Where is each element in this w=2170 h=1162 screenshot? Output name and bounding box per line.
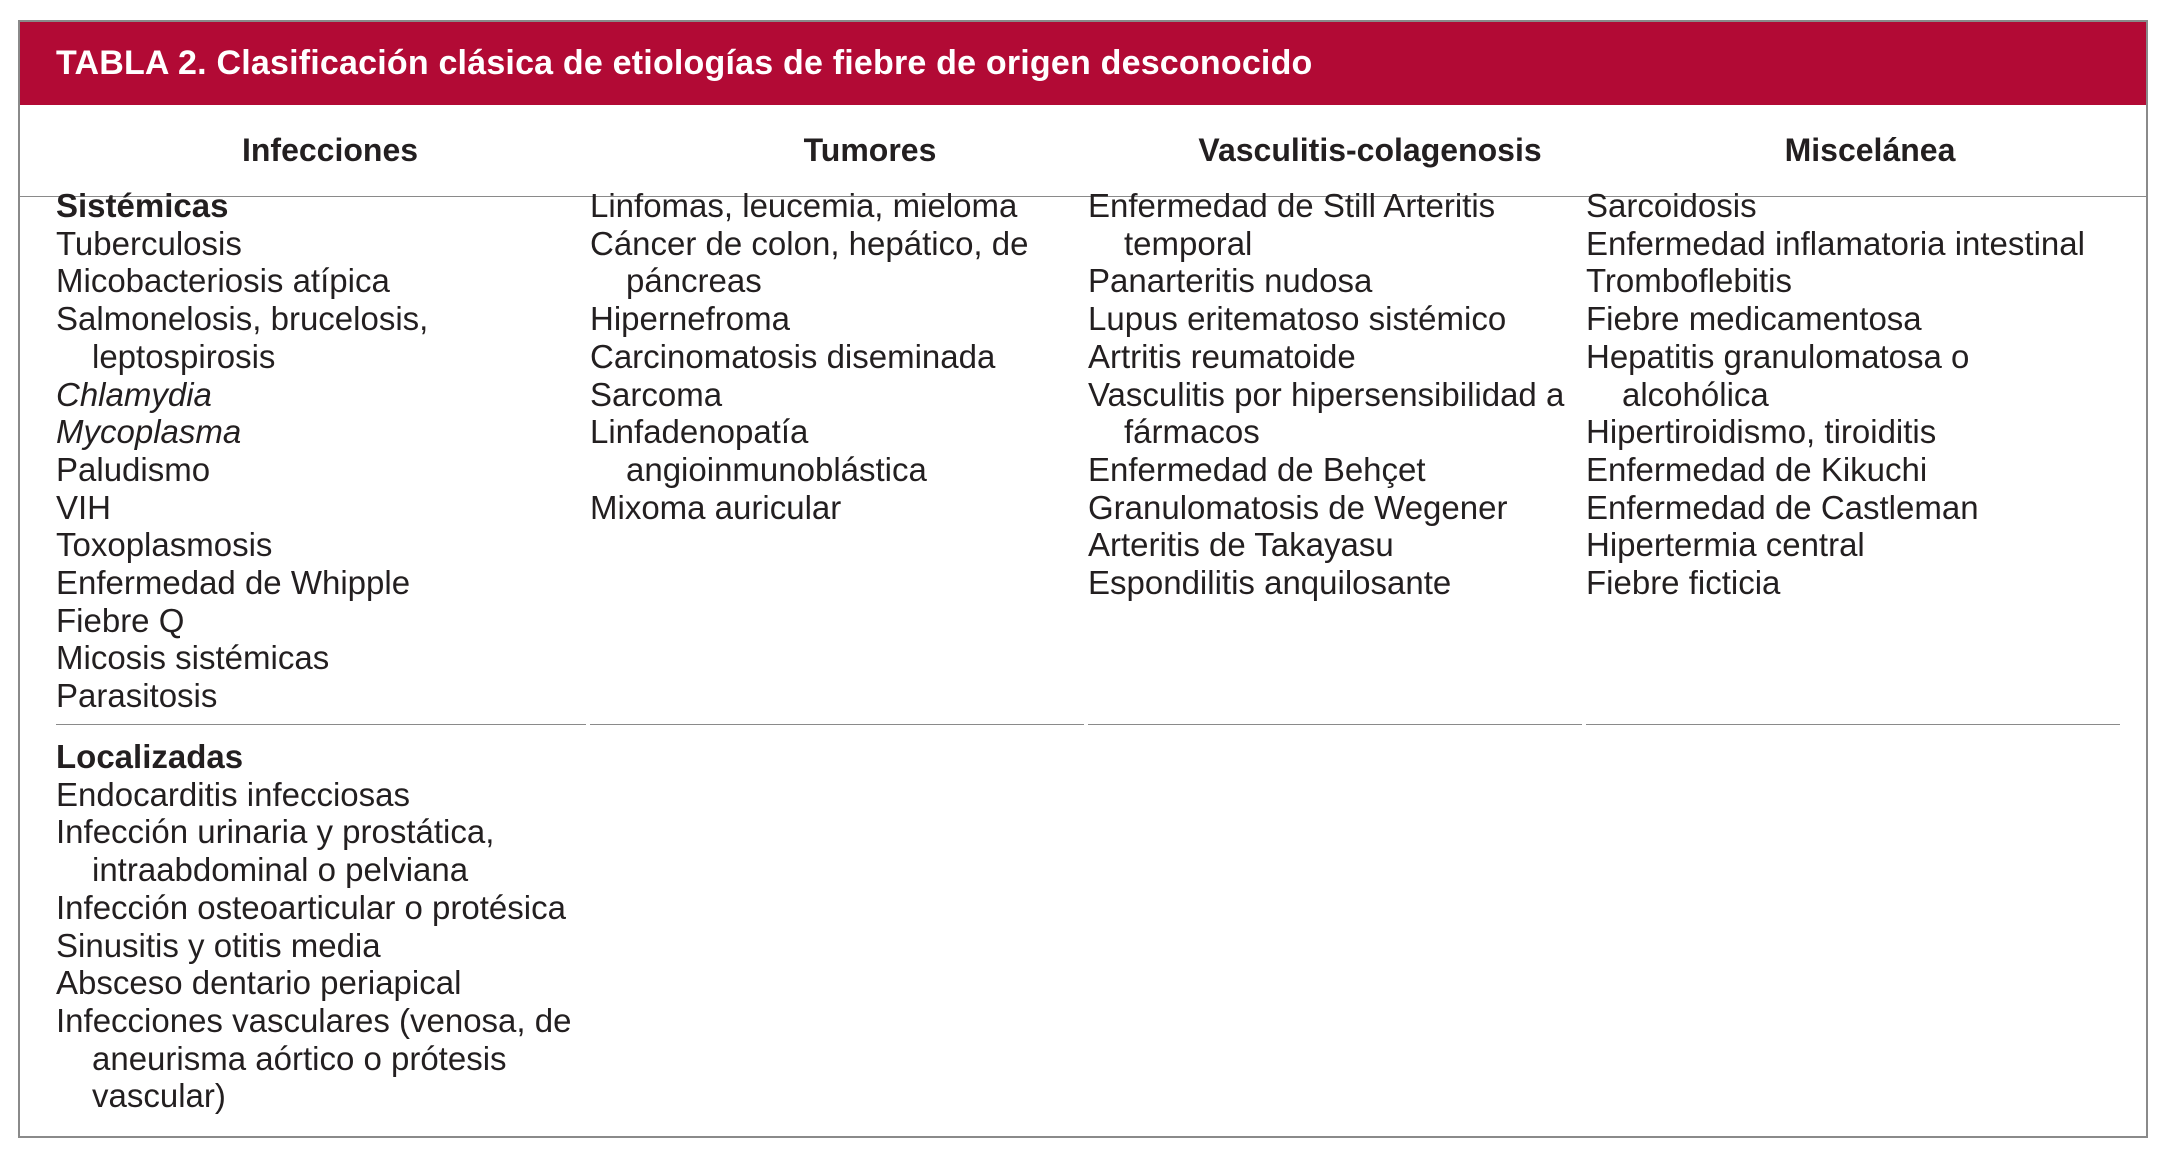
list-item: Tromboflebitis bbox=[1586, 262, 1793, 300]
vasculitis-cell bbox=[1088, 187, 1578, 602]
list-item: Toxoplasmosis bbox=[56, 526, 273, 564]
column-header-miscelanea: Miscelánea bbox=[1784, 132, 1956, 168]
list-item: Granulomatosis de Wegener bbox=[1088, 488, 1508, 526]
etiology-table bbox=[18, 20, 2148, 1138]
list-item: Cáncer de colon, hepático, de páncreas bbox=[590, 224, 1029, 300]
list-item: Hipernefroma bbox=[590, 300, 790, 338]
infecciones-sistemicas-cell bbox=[56, 187, 576, 715]
tumores-cell bbox=[590, 187, 1070, 526]
list-item: Parasitosis bbox=[56, 677, 218, 715]
list-item: Enfermedad de Kikuchi bbox=[1586, 450, 1928, 488]
list-item: Artritis reumatoide bbox=[1088, 337, 1356, 375]
list-item: Absceso dentario periapical bbox=[56, 964, 462, 1002]
list-item: Linfadenopatía angioinmunoblástica bbox=[590, 413, 927, 488]
list-item: Infecciones vasculares (venosa, de aneurisma aórtico o prótesis vascular) bbox=[56, 1001, 572, 1115]
list-item: Chlamydia bbox=[56, 375, 212, 413]
row-divider-miscelanea bbox=[1586, 724, 2120, 725]
column-header-vasculitis: Vasculitis-colagenosis bbox=[1198, 132, 1542, 168]
list-item: Enfermedad de Castleman bbox=[1586, 488, 1979, 526]
list-item: Fiebre Q bbox=[56, 601, 185, 639]
list-item: VIH bbox=[56, 488, 112, 526]
list-item: Vasculitis por hipersensibilidad a fármacos bbox=[1088, 375, 1565, 451]
list-item: Enfermedad de Behçet bbox=[1088, 450, 1426, 488]
section-title-localizadas: Localizadas bbox=[56, 738, 244, 775]
list-item: Salmonelosis, brucelosis, leptospirosis bbox=[56, 300, 429, 375]
list-item: Infección urinaria y prostática, intraabdominal o pelviana bbox=[56, 813, 495, 889]
list-item: Fiebre ficticia bbox=[1586, 564, 1781, 602]
row-divider-tumores bbox=[590, 724, 1084, 725]
list-item: Sarcoidosis bbox=[1586, 187, 1757, 224]
list-item: Enfermedad de Whipple bbox=[56, 564, 411, 602]
list-item: Micobacteriosis atípica bbox=[56, 262, 390, 300]
miscelanea-cell bbox=[1586, 187, 2126, 602]
list-item: Tuberculosis bbox=[56, 224, 242, 262]
list-item: Hepatitis granulomatosa o alcohólica bbox=[1586, 337, 1970, 413]
list-item: Hipertermia central bbox=[1586, 526, 1865, 564]
list-item: Sinusitis y otitis media bbox=[56, 926, 381, 964]
list-item: Mycoplasma bbox=[56, 413, 242, 451]
list-item: Fiebre medicamentosa bbox=[1586, 300, 1922, 338]
list-item: Enfermedad inflamatoria intestinal bbox=[1586, 224, 2085, 262]
list-item: Paludismo bbox=[56, 450, 211, 488]
table-header-row bbox=[20, 105, 2146, 197]
list-item: Espondilitis anquilosante bbox=[1088, 564, 1452, 602]
list-item: Hipertiroidismo, tiroiditis bbox=[1586, 413, 1937, 451]
list-item: Carcinomatosis diseminada bbox=[590, 337, 996, 375]
list-item: Micosis sistémicas bbox=[56, 639, 330, 677]
column-header-tumores: Tumores bbox=[803, 132, 937, 168]
list-item: Linfomas, leucemia, mieloma bbox=[590, 187, 1018, 224]
list-item: Infección osteoarticular o protésica bbox=[56, 888, 566, 926]
row-divider-vasculitis bbox=[1088, 724, 1582, 725]
list-item: Mixoma auricular bbox=[590, 488, 842, 526]
column-header-infecciones: Infecciones bbox=[241, 132, 419, 168]
table-title: TABLA 2. Clasificación clásica de etiologías de fiebre de origen desconocido bbox=[20, 22, 2146, 105]
row-divider-infecciones bbox=[56, 724, 586, 725]
infecciones-localizadas-cell bbox=[56, 738, 586, 1115]
list-item: Enfermedad de Still Arteritis temporal bbox=[1088, 187, 1496, 262]
list-item: Arteritis de Takayasu bbox=[1088, 526, 1394, 564]
list-item: Panarteritis nudosa bbox=[1088, 262, 1373, 300]
list-item: Endocarditis infecciosas bbox=[56, 775, 411, 813]
list-item: Lupus eritematoso sistémico bbox=[1088, 300, 1507, 338]
list-item: Sarcoma bbox=[590, 375, 723, 413]
section-title-sistemicas: Sistémicas bbox=[56, 187, 229, 224]
